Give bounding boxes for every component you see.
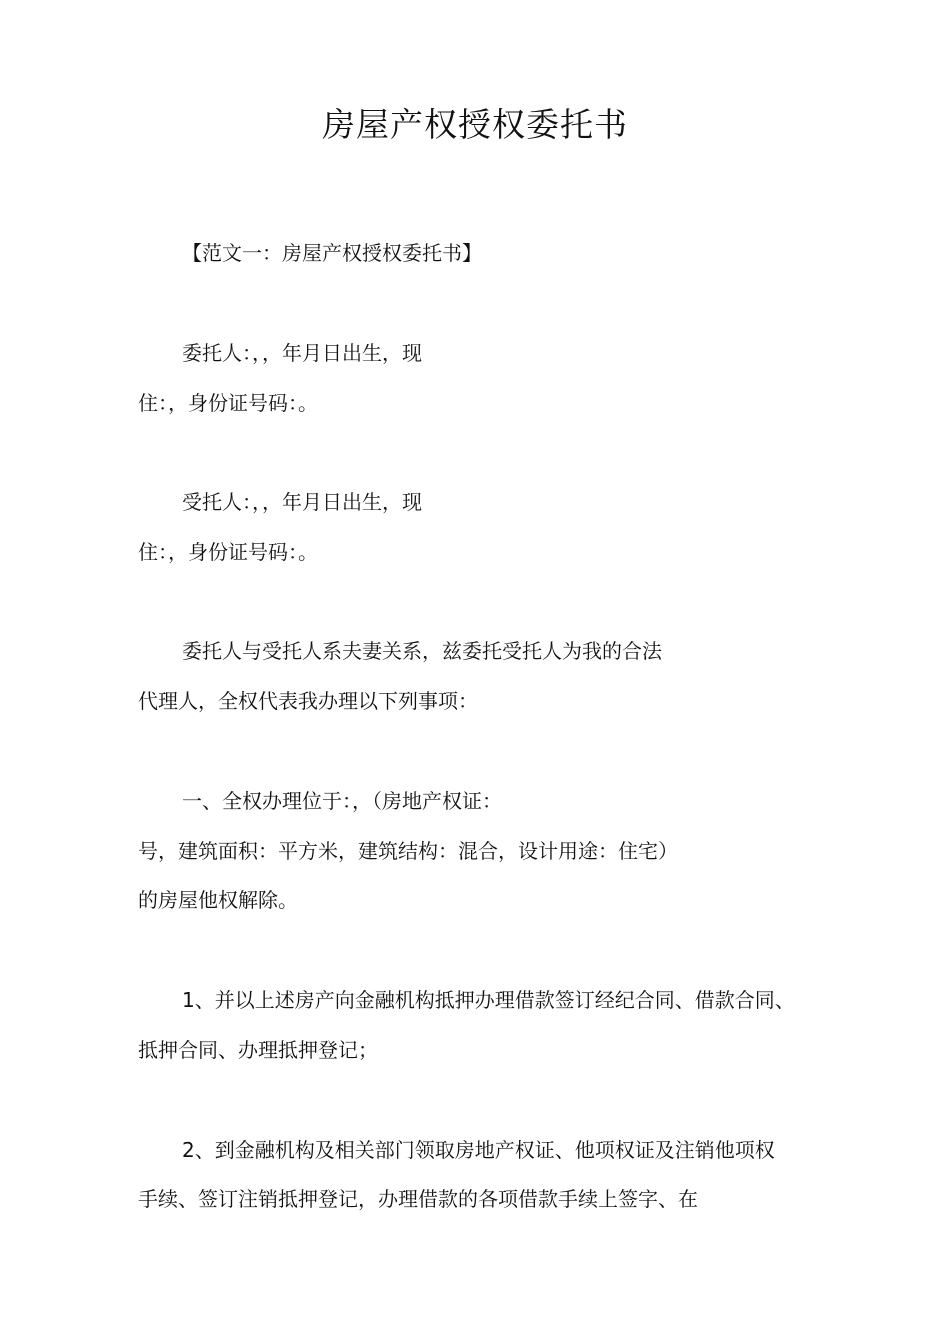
- item-1-1-line-1: 1、并以上述房产向金融机构抵押办理借款签订经纪合同、借款合同、: [182, 988, 795, 1012]
- principal-line-1: 委托人：，，年月日出生，现: [182, 341, 422, 365]
- principal-line-2: 住：，身份证号码：。: [138, 391, 318, 415]
- agent-line-2: 住：，身份证号码：。: [138, 540, 318, 564]
- item-1-2-line-2: 手续、签订注销抵押登记，办理借款的各项借款手续上签字、在: [138, 1187, 698, 1211]
- relation-line-2: 代理人，全权代表我办理以下列事项：: [138, 689, 478, 713]
- item-1-1-line-2: 抵押合同、办理抵押登记；: [138, 1038, 378, 1062]
- document-title: 房屋产权授权委托书: [322, 105, 628, 144]
- item-1-line-2: 号，建筑面积：平方米，建筑结构：混合，设计用途：住宅）: [138, 839, 678, 863]
- agent-line-1: 受托人：，，年月日出生，现: [182, 490, 422, 514]
- item-1-line-3: 的房屋他权解除。: [138, 888, 298, 912]
- item-1-line-1: 一、全权办理位于：，（房地产权证：: [182, 789, 502, 813]
- item-1-2-line-1: 2、到金融机构及相关部门领取房地产权证、他项权证及注销他项权: [182, 1138, 775, 1162]
- relation-line-1: 委托人与受托人系夫妻关系，兹委托受托人为我的合法: [182, 639, 662, 663]
- section-heading: 【范文一：房屋产权授权委托书】: [182, 241, 482, 265]
